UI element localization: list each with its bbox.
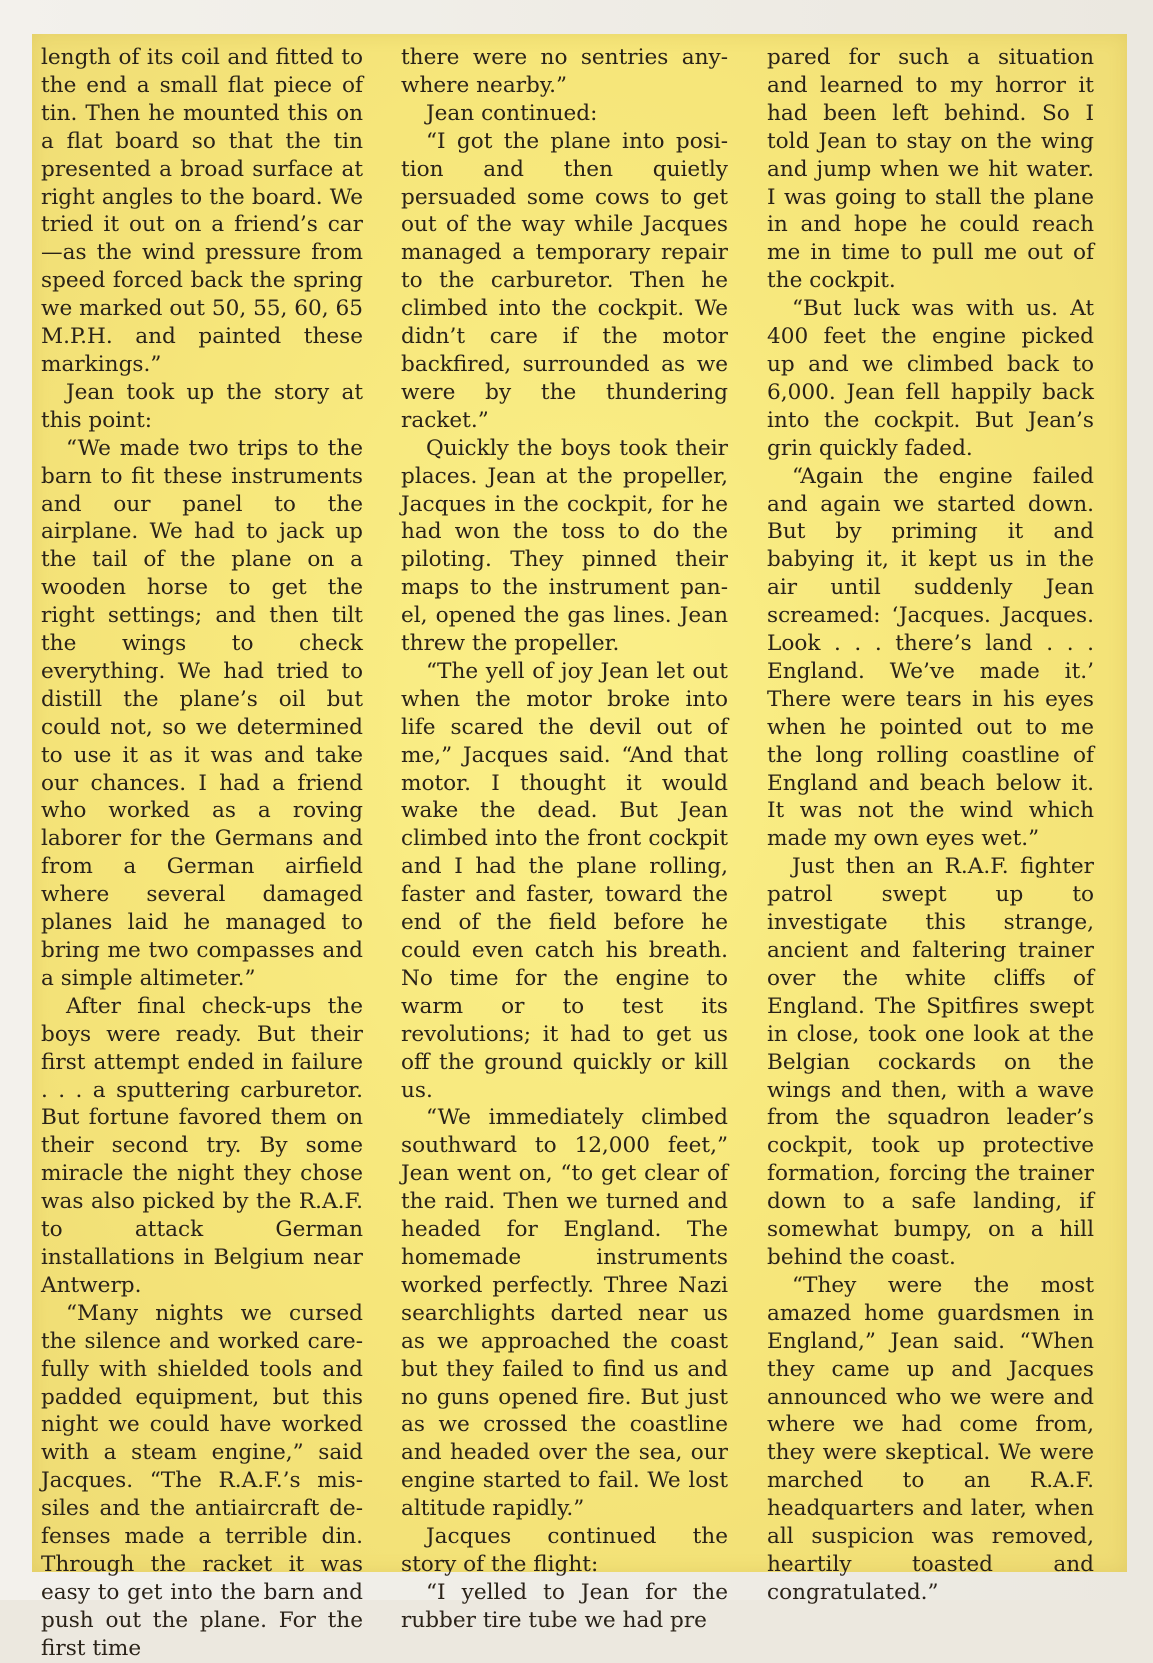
- paragraph: “We made two trips to the barn to fit these instruments and our panel to the airplane. We had to jack up the tail of the plane on a wooden horse to get the right settings; and then tilt the wings to check everything. We had tried to distill the plane’s oil but could not, so we determined to use it as it was and take our chances. I had a friend who worked as a roving laborer for the Germans and from a German airfield where several damaged planes laid he managed to bring me two compasses and a simple altimeter.”: [41, 435, 363, 991]
- paragraph: length of its coil and fitted to the end a small flat piece of tin. Then he mounted this on a flat board so that the tin presented a broad surface at right angles to the board. We tried it out on a friend’s car—as the wind pressure from speed forced back the spring we marked out 50, 55, 60, 65 M.P.H. and painted these markings.”: [41, 45, 363, 377]
- paragraph: Quickly the boys took their places. Jean at the propeller, Jacques in the cockpit, for he had won the toss to do the piloting. They pinned their maps to the instrument panel, opened the gas lines. Jean threw the propeller.: [401, 435, 728, 657]
- paragraph: Jean took up the story at this point:: [41, 379, 363, 433]
- paragraph: there were no sentries anywhere nearby.”: [401, 45, 728, 98]
- paragraph: “They were the most amazed home guardsmen in England,” Jean said. “When they came up and Jacques announced who we were and where we had come from, they were skeptical. We were marched to an R.A.F. headquarters and later, when all suspicion was removed, heartily toasted and congratulated.”: [767, 1272, 1094, 1605]
- text-column-3: [767, 44, 1094, 1605]
- paragraph: “The yell of joy Jean let out when the motor broke into life scared the devil out of me,” Jacques said. “And that motor. I thought it would wake the dead. But Jean climbed into the front cockpit and I had the plane rolling, faster and faster, toward the end of the field before he could even catch his breath. No time for the engine to warm or to test its revolutions; it had to get us off the ground quickly or kill us.: [401, 658, 728, 1103]
- paragraph: “Many nights we cursed the silence and worked carefully with shielded tools and padded equipment, but this night we could have worked with a steam engine,” said Jacques. “The R.A.F.’s missiles and the antiaircraft defenses made a terrible din. Through the racket it was easy to get into the barn and push out the plane. For the first time: [41, 1300, 363, 1661]
- paragraph: Jean continued:: [426, 100, 598, 126]
- paragraph: “I yelled to Jean for the rubber tire tube we had pre: [401, 1579, 728, 1633]
- text-column-2: [401, 44, 728, 1633]
- text-column-1: [41, 44, 363, 1661]
- paragraph: After final check-ups the boys were ready. But their first attempt ended in failure . . . a sputtering carburetor. But fortune favored them on their second try. By some miracle the night they chose was also picked by the R.A.F. to attack German installations in Belgium near Antwerp.: [41, 993, 363, 1298]
- paragraph: “Again the engine failed and again we started down. But by priming it and babying it, it kept us in the air until suddenly Jean screamed: ‘Jacques. Jacques. Look . . . there’s land . . . England. We’ve made it.’ There were tears in his eyes when he pointed out to me the long rolling coastline of England and beach below it. It was not the wind which made my own eyes wet.”: [767, 463, 1094, 852]
- paragraph: Jacques continued the story of the flight:: [401, 1524, 728, 1577]
- paragraph: pared for such a situation and learned to my horror it had been left behind. So I told Jean to stay on the wing and jump when we hit water. I was going to stall the plane in and hope he could reach me in time to pull me out of the cockpit.: [767, 45, 1094, 294]
- paragraph: “I got the plane into position and then quietly persuaded some cows to get out of the way while Jacques managed a temporary repair to the carburetor. Then he climbed into the cockpit. We didn’t care if the motor backfired, surrounded as we were by the thundering racket.”: [401, 128, 728, 433]
- paragraph: Just then an R.A.F. fighter patrol swept up to investigate this strange, ancient and faltering trainer over the white cliffs of England. The Spitfires swept in close, took one look at the Belgian cockards on the wings and then, with a wave from the squadron leader’s cockpit, took up protective formation, forcing the trainer down to a safe landing, if somewhat bumpy, on a hill behind the coast.: [767, 854, 1094, 1270]
- paragraph: “But luck was with us. At 400 feet the engine picked up and we climbed back to 6,000. Jean fell happily back into the cockpit. But Jean’s grin quickly faded.: [767, 296, 1094, 461]
- paragraph: “We immediately climbed southward to 12,000 feet,” Jean went on, “to get clear of the raid. Then we turned and headed for England. The homemade instruments worked perfectly. Three Nazi searchlights darted near us as we approached the coast but they failed to find us and no guns opened fire. But just as we crossed the coastline and headed over the sea, our engine started to fail. We lost altitude rapidly.”: [401, 1105, 728, 1522]
